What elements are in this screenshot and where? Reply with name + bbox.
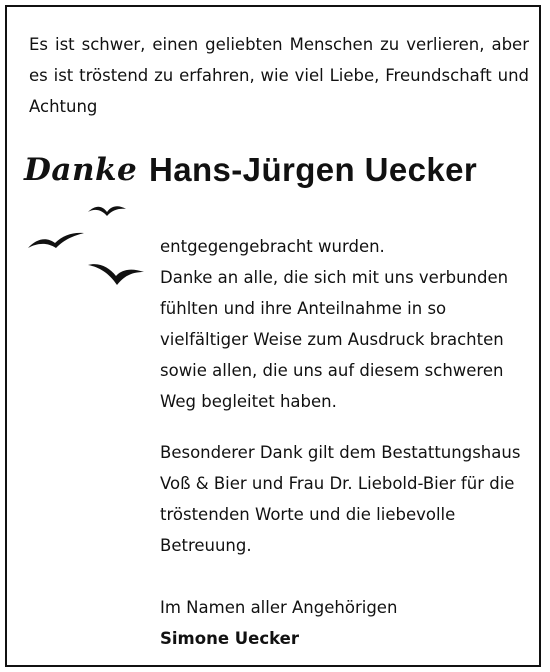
danke-heading: Danke — [24, 152, 138, 188]
bird-icon — [87, 261, 145, 287]
signoff-line: Im Namen aller Angehörigen — [160, 598, 398, 617]
body-text — [160, 231, 530, 561]
body-paragraph-1 — [160, 231, 530, 417]
bird-icon — [27, 230, 85, 252]
obituary-card — [5, 5, 541, 667]
deceased-name: Hans-Jürgen Uecker — [149, 151, 478, 188]
body-p1-rest: Danke an alle, die sich mit uns verbunden fühlten und ihre Anteilnahme in so vielfältiger Weise zum Ausdruck brachten sowie allen, die uns auf diesem schweren Weg begleitet haben. — [160, 268, 509, 411]
body-paragraph-2: Besonderer Dank gilt dem Bestattungshaus Voß & Bier und Frau Dr. Liebold-Bier für die tröstenden Worte und die liebevolle Betreuung. — [160, 443, 521, 555]
intro-text: Es ist schwer, einen geliebten Menschen zu verlieren, aber es ist tröstend zu erfahren, wie viel Liebe, Freundschaft und Achtung — [29, 35, 529, 116]
body-p1-first-line: entgegengebracht wurden. — [160, 237, 385, 256]
bird-icon — [87, 203, 127, 221]
birds-illustration — [21, 203, 151, 293]
signer-name: Simone Uecker — [160, 629, 299, 648]
signoff — [160, 592, 397, 654]
